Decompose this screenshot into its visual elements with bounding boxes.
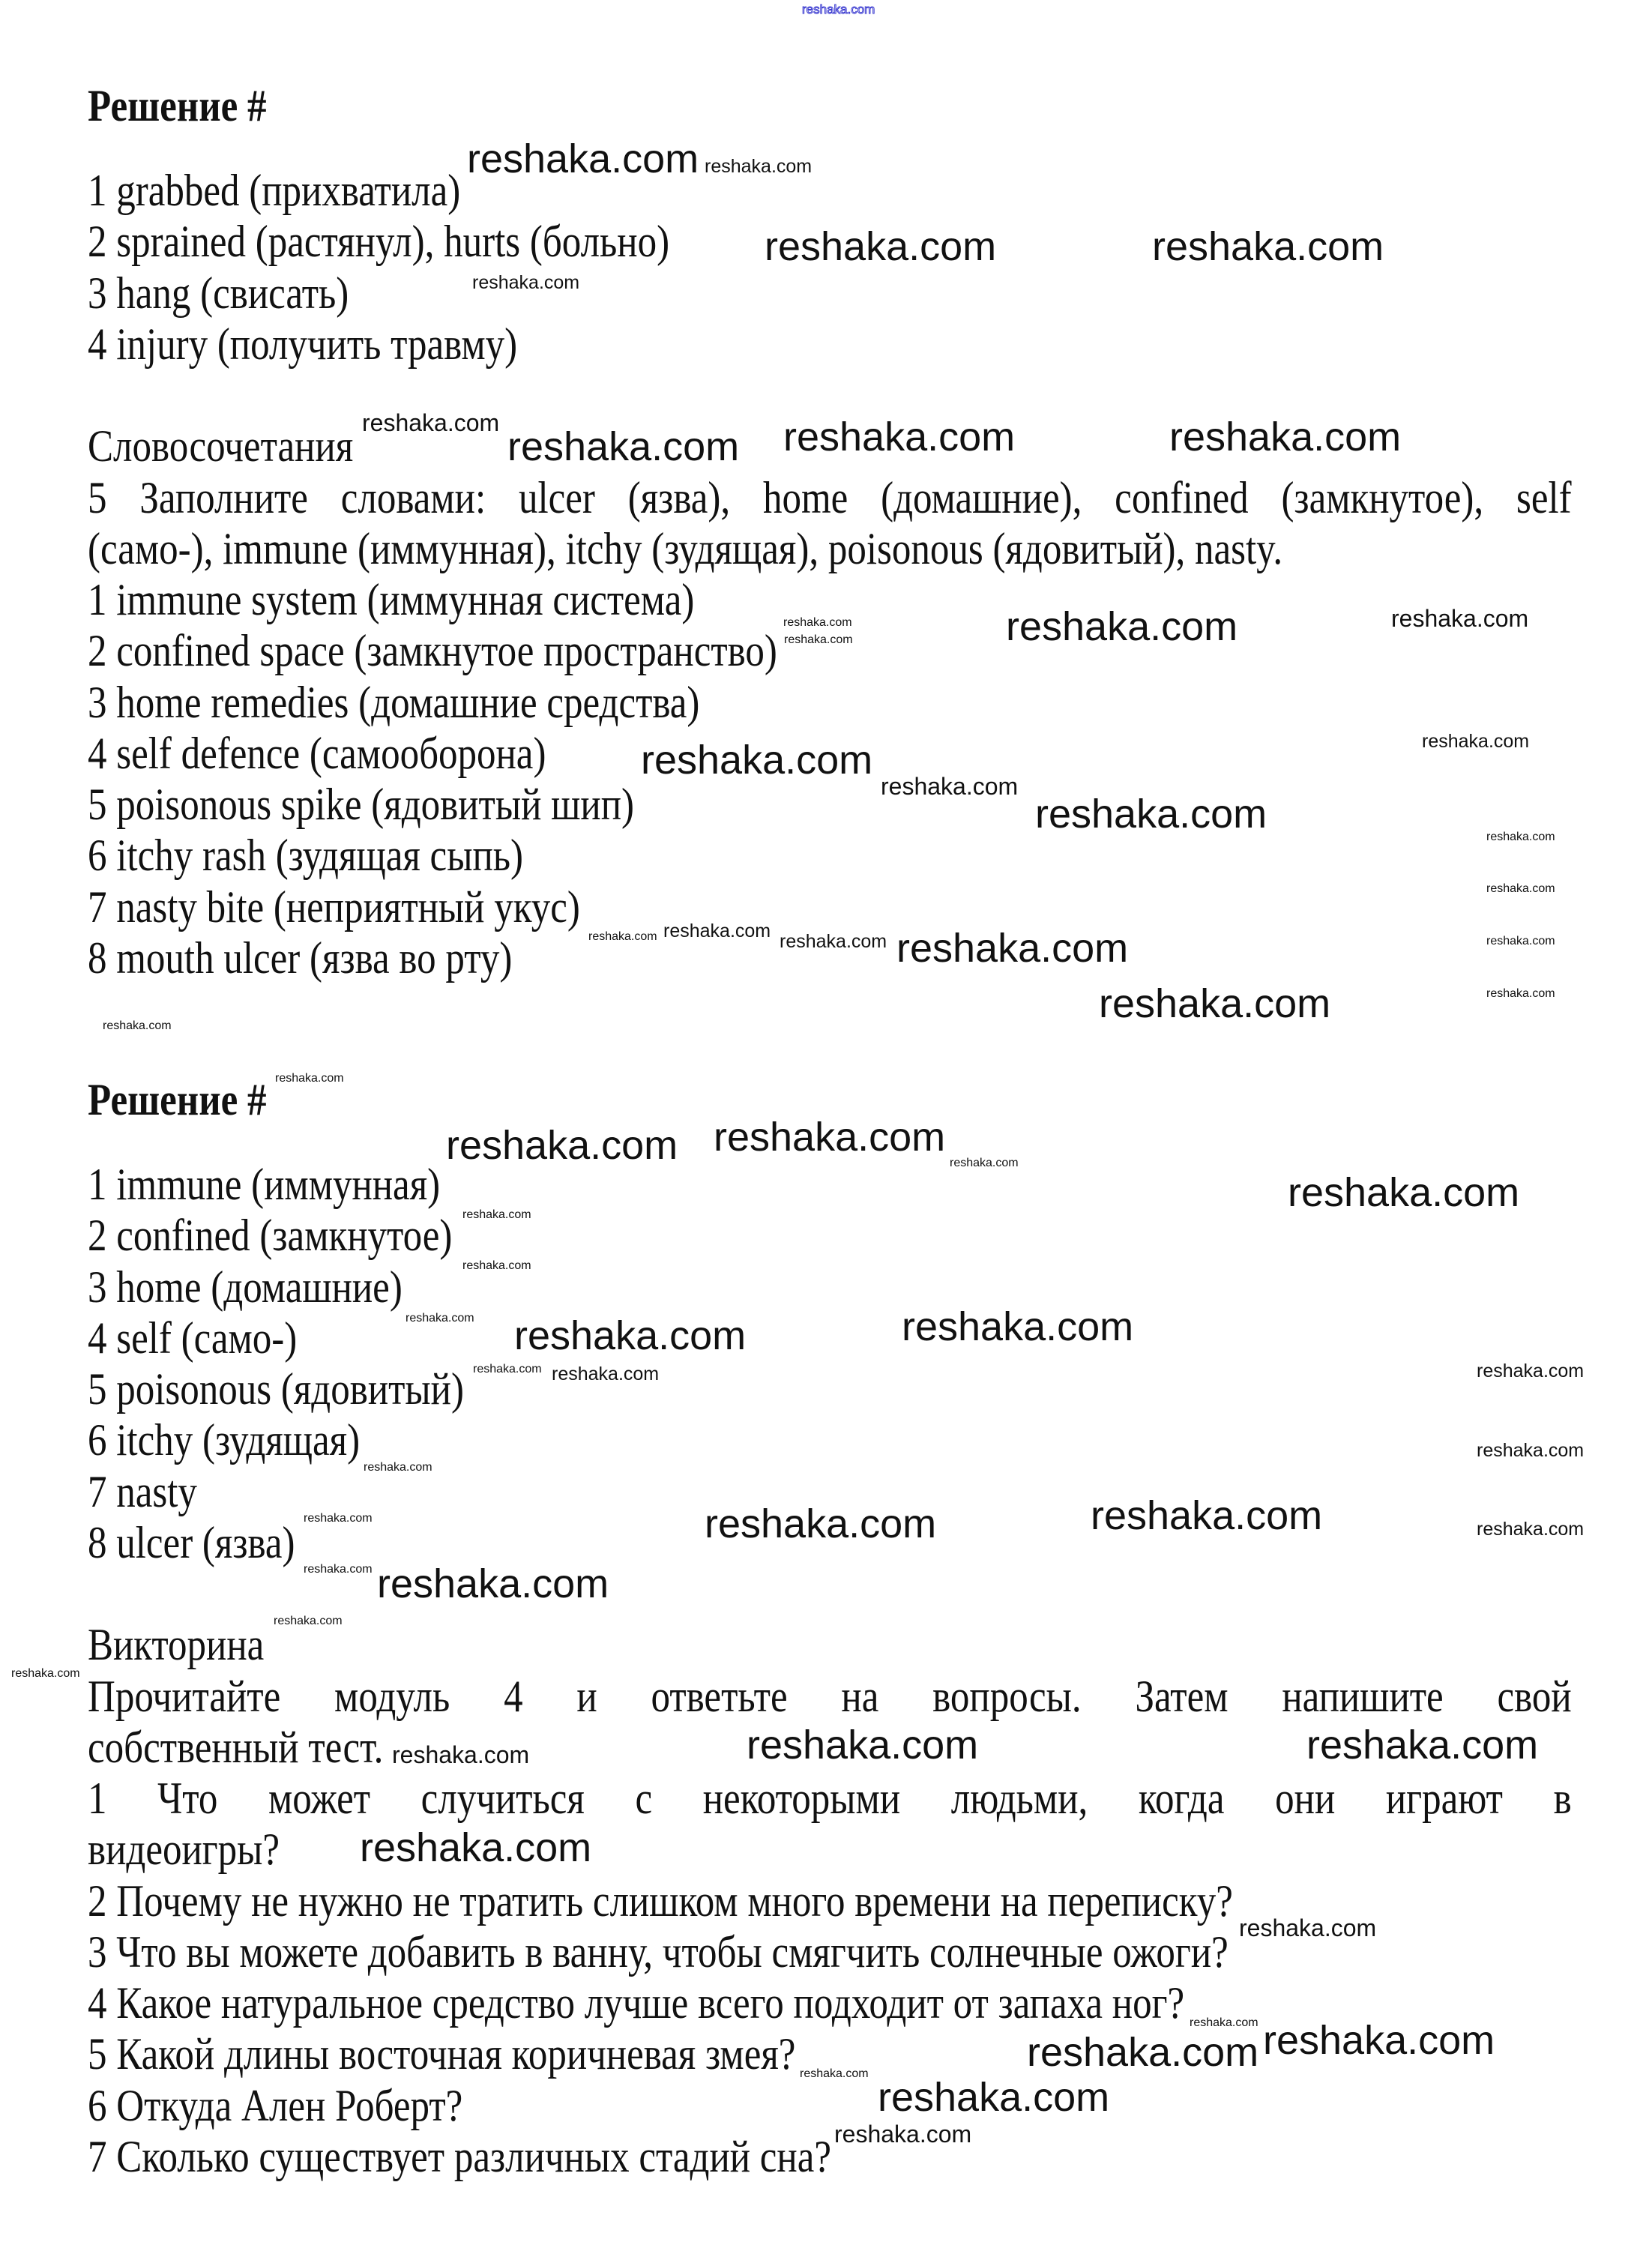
watermark: reshaka.com [1006,604,1238,649]
watermark: reshaka.com [641,738,873,783]
watermark: reshaka.com [1239,1914,1377,1941]
watermark: reshaka.com [467,136,699,181]
answer-line: 6 itchy rash (зудящая сыпь) [88,831,524,880]
quiz-question: видеоигры? [88,1824,280,1874]
watermark: reshaka.com [783,616,852,629]
task-text: (само-), immune (иммунная), itchy (зудящая), poisonous (ядовитый), nasty. [88,524,1283,573]
watermark: reshaka.com [1477,1519,1585,1540]
watermark: reshaka.com [472,272,580,293]
watermark: reshaka.com [714,1115,946,1160]
solution-heading: Решение # [88,1075,267,1124]
answer-line: 8 ulcer (язва) [88,1518,295,1567]
watermark: reshaka.com [1263,2018,1495,2063]
watermark: reshaka.com [1288,1170,1520,1215]
watermark: reshaka.com [473,1363,542,1375]
watermark: reshaka.com [1035,792,1267,837]
watermark: reshaka.com [392,1741,530,1768]
quiz-question: 1 Что может случиться с некоторыми людьми, когда они играют в [88,1774,1572,1823]
watermark: reshaka.com [663,920,771,941]
solution-heading: Решение # [88,81,267,130]
answer-line: 2 confined (замкнутое) [88,1211,453,1260]
answer-line: 7 nasty bite (неприятный укус) [88,882,580,932]
watermark: reshaka.com [902,1304,1134,1349]
watermark: reshaka.com [446,1123,678,1168]
watermark: reshaka.com [1190,2016,1258,2029]
watermark: reshaka.com [274,1615,343,1627]
watermark: reshaka.com [11,1667,80,1680]
watermark: reshaka.com [1486,935,1555,947]
watermark: reshaka.com [1391,605,1529,632]
watermark: reshaka.com [878,2075,1110,2120]
answer-line: 3 home (домашние) [88,1262,403,1312]
quiz-question: 5 Какой длины восточная коричневая змея? [88,2029,796,2079]
quiz-question: 2 Почему не нужно не тратить слишком много времени на переписку? [88,1876,1233,1926]
watermark: reshaka.com [360,1825,592,1870]
answer-line: 2 confined space (замкнутое пространство) [88,626,777,675]
watermark: reshaka.com [1099,981,1331,1026]
answer-line: 1 immune system (иммунная система) [88,575,695,624]
watermark: reshaka.com [1422,731,1530,752]
watermark: reshaka.com [1486,831,1555,843]
answer-line: 4 injury (получить травму) [88,319,518,369]
watermark: reshaka.com [834,2121,972,2148]
answer-line: 6 itchy (зудящая) [88,1415,361,1465]
watermark: reshaka.com [881,773,1019,800]
answer-line: 7 nasty [88,1467,197,1516]
watermark: reshaka.com [950,1157,1019,1169]
watermark: reshaka.com [103,1019,172,1032]
watermark: reshaka.com [362,409,500,436]
watermark: reshaka.com [507,424,740,469]
watermark: reshaka.com [747,1723,979,1768]
answer-line: 8 mouth ulcer (язва во рту) [88,933,513,983]
watermark: reshaka.com [1477,1440,1585,1461]
quiz-intro: собственный тест. [88,1723,384,1772]
answer-line: 1 immune (иммунная) [88,1160,441,1209]
task-text: 5 Заполните словами: ulcer (язва), home (домашние), confined (замкнутое), self [88,473,1572,522]
watermark: reshaka.com [896,926,1129,971]
watermark: reshaka.com [783,415,1016,459]
watermark: reshaka.com [377,1561,609,1606]
watermark: reshaka.com [1486,882,1555,895]
watermark: reshaka.com [552,1363,660,1384]
answer-line: 4 self defence (самооборона) [88,729,546,778]
watermark: reshaka.com [765,224,997,269]
section-title: Словосочетания [88,421,354,471]
watermark: reshaka.com [588,930,657,943]
watermark: reshaka.com [705,156,813,177]
answer-line: 5 poisonous spike (ядовитый шип) [88,780,634,829]
watermark: reshaka.com [1486,987,1555,1000]
watermark: reshaka.com [1306,1723,1539,1768]
watermark: reshaka.com [705,1501,937,1546]
watermark: reshaka.com [275,1072,344,1085]
watermark: reshaka.com [462,1259,531,1272]
watermark: reshaka.com [514,1313,747,1358]
answer-line: 3 home remedies (домашние средства) [88,678,700,727]
watermark: reshaka.com [800,2067,869,2080]
answer-line: 4 self (само-) [88,1313,298,1363]
watermark: reshaka.com [1169,415,1402,459]
watermark: reshaka.com [784,633,853,646]
watermark: reshaka.com [1091,1493,1323,1538]
watermark: reshaka.com [304,1512,373,1525]
answer-line: 5 poisonous (ядовитый) [88,1364,464,1414]
watermark: reshaka.com [304,1563,373,1576]
header-watermark: reshaka.com [802,2,875,16]
answer-line: 1 grabbed (прихватила) [88,166,461,215]
watermark: reshaka.com [364,1461,432,1474]
quiz-question: 3 Что вы можете добавить в ванну, чтобы смягчить солнечные ожоги? [88,1927,1229,1977]
watermark: reshaka.com [1027,2030,1259,2075]
answer-line: 3 hang (свисать) [88,268,349,318]
quiz-question: 7 Сколько существует различных стадий сна? [88,2132,831,2181]
quiz-question: 4 Какое натуральное средство лучше всего подходит от запаха ног? [88,1978,1185,2028]
quiz-title: Викторина [88,1620,265,1669]
watermark: reshaka.com [780,931,887,952]
watermark: reshaka.com [406,1312,474,1325]
watermark: reshaka.com [1152,224,1384,269]
watermark: reshaka.com [462,1208,531,1221]
watermark: reshaka.com [1477,1360,1585,1381]
quiz-intro: Прочитайте модуль 4 и ответьте на вопросы. Затем напишите свой [88,1672,1572,1721]
answer-line: 2 sprained (растянул), hurts (больно) [88,217,670,266]
quiz-question: 6 Откуда Ален Роберт? [88,2081,463,2130]
